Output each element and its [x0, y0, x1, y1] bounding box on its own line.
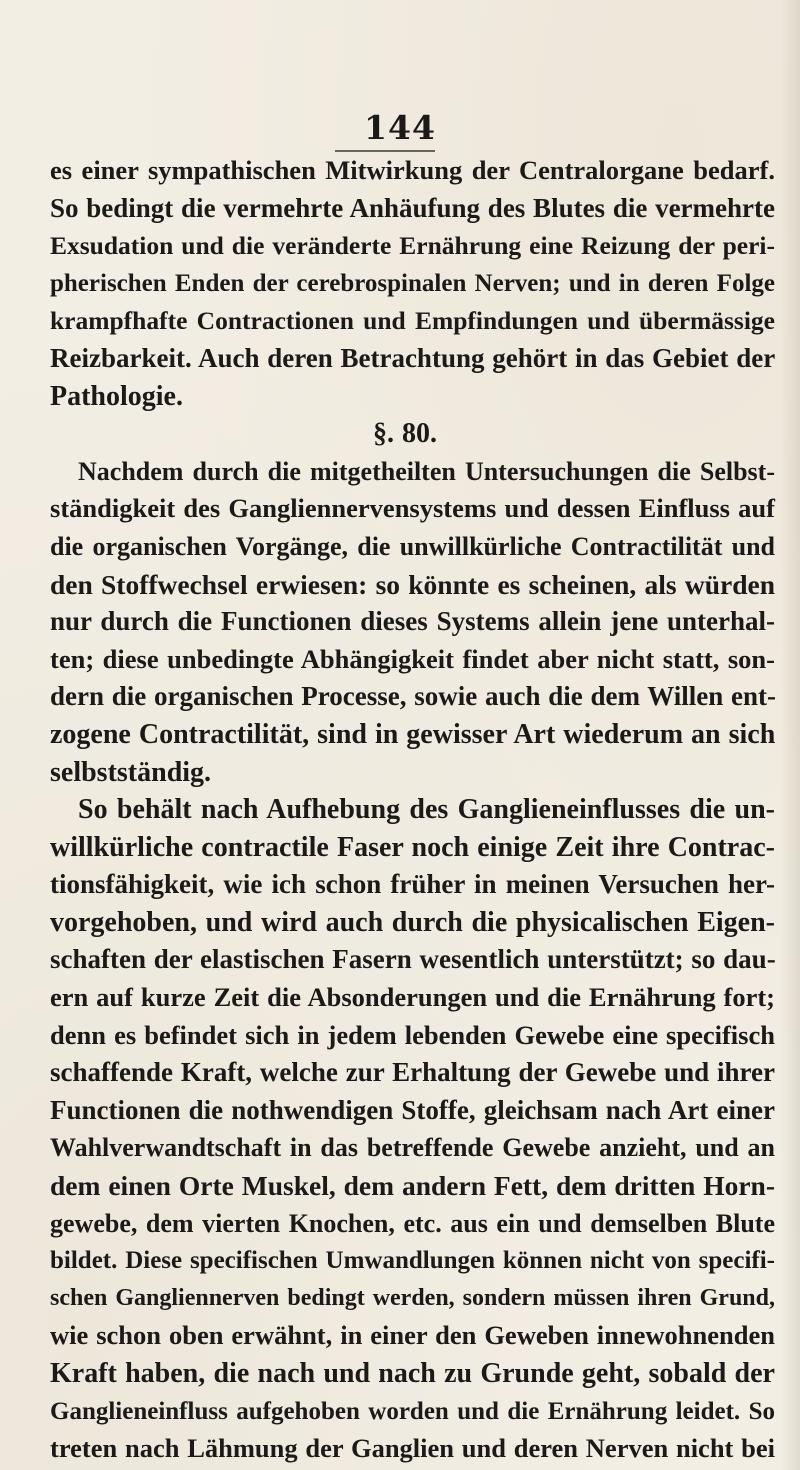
text-line: ten; diese unbedingte Abhängigkeit findet aber nicht statt, son-: [50, 643, 775, 674]
text-line: selbstständig.: [50, 756, 212, 788]
text-line: die organischen Vorgänge, die unwillkürliche Contractilität und: [50, 531, 775, 561]
text-line: So bedingt die vermehrte Anhäufung des Blutes die vermehrte: [50, 192, 775, 223]
text-line: Pathologie.: [50, 380, 183, 412]
text-line: willkürliche contractile Faser noch einige Zeit ihre Contrac-: [50, 831, 775, 863]
text-line: Functionen die nothwendigen Stoffe, gleichsam nach Art einer: [50, 1094, 775, 1125]
text-line: Kraft haben, die nach und nach zu Grunde geht, sobald der: [50, 1358, 775, 1389]
text-line: Ganglieneinfluss aufgehoben worden und die Ernährung leidet. So: [50, 1397, 775, 1425]
text-line: wie schon oben erwähnt, in einer den Geweben innewohnenden: [50, 1320, 775, 1351]
text-line: So behält nach Aufhebung des Ganglieneinflusses die un-: [78, 794, 775, 826]
section-heading: §. 80.: [373, 418, 437, 450]
text-line: den Stoffwechsel erwiesen: so könnte es scheinen, als würden: [50, 568, 775, 600]
text-line: gewebe, dem vierten Knochen, etc. aus ein und demselben Blute: [50, 1208, 775, 1238]
text-line: pherischen Enden der cerebrospinalen Nerven; und in deren Folge: [50, 269, 775, 297]
text-line: schaften der elastischen Fasern wesentlich unterstützt; so dau-: [50, 944, 776, 975]
text-line: Exsudation und die veränderte Ernährung eine Reizung der peri-: [50, 231, 775, 261]
text-line: es einer sympathischen Mitwirkung der Centralorgane bedarf.: [50, 155, 775, 185]
text-line: ern auf kurze Zeit die Absonderungen und die Ernährung fort;: [50, 982, 775, 1013]
text-line: ständigkeit des Gangliennervensystems und dessen Einfluss auf: [50, 493, 775, 524]
text-line: krampfhafte Contractionen und Empfindungen und übermässige: [50, 306, 775, 336]
text-line: dem einen Orte Muskel, dem andern Fett, dem dritten Horn-: [50, 1170, 775, 1202]
text-line: nur durch die Functionen dieses Systems allein jene unterhal-: [50, 606, 775, 637]
text-line: Wahlverwandtschaft in das betreffende Gewebe anzieht, und an: [50, 1133, 775, 1163]
text-line: bildet. Diese specifischen Umwandlungen können nicht von specifi-: [50, 1247, 775, 1275]
text-line: schaffende Kraft, welche zur Erhaltung der Gewebe und ihrer: [50, 1057, 775, 1088]
text-line: treten nach Lähmung der Ganglien und deren Nerven nicht bei: [50, 1433, 775, 1464]
text-line: denn es befindet sich in jedem lebenden Gewebe eine specifisch: [50, 1019, 775, 1050]
text-line: schen Gangliennerven bedingt werden, sondern müssen ihren Grund,: [50, 1284, 775, 1311]
text-line: Nachdem durch die mitgetheilten Untersuchungen die Selbst-: [78, 456, 775, 486]
text-line: dern die organischen Processe, sowie auch die dem Willen ent-: [50, 681, 776, 712]
page-edge-shadow: [780, 0, 800, 1470]
text-line: vorgehoben, und wird auch durch die physicalischen Eigen-: [50, 906, 775, 938]
text-line: zogene Contractilität, sind in gewisser Art wiederum an sich: [50, 718, 776, 750]
body-text: [50, 152, 775, 1468]
page-number: 144: [364, 108, 436, 147]
text-line: Reizbarkeit. Auch deren Betrachtung gehört in das Gebiet der: [50, 342, 776, 373]
text-line: tionsfähigkeit, wie ich schon früher in meinen Versuchen her-: [50, 869, 775, 900]
